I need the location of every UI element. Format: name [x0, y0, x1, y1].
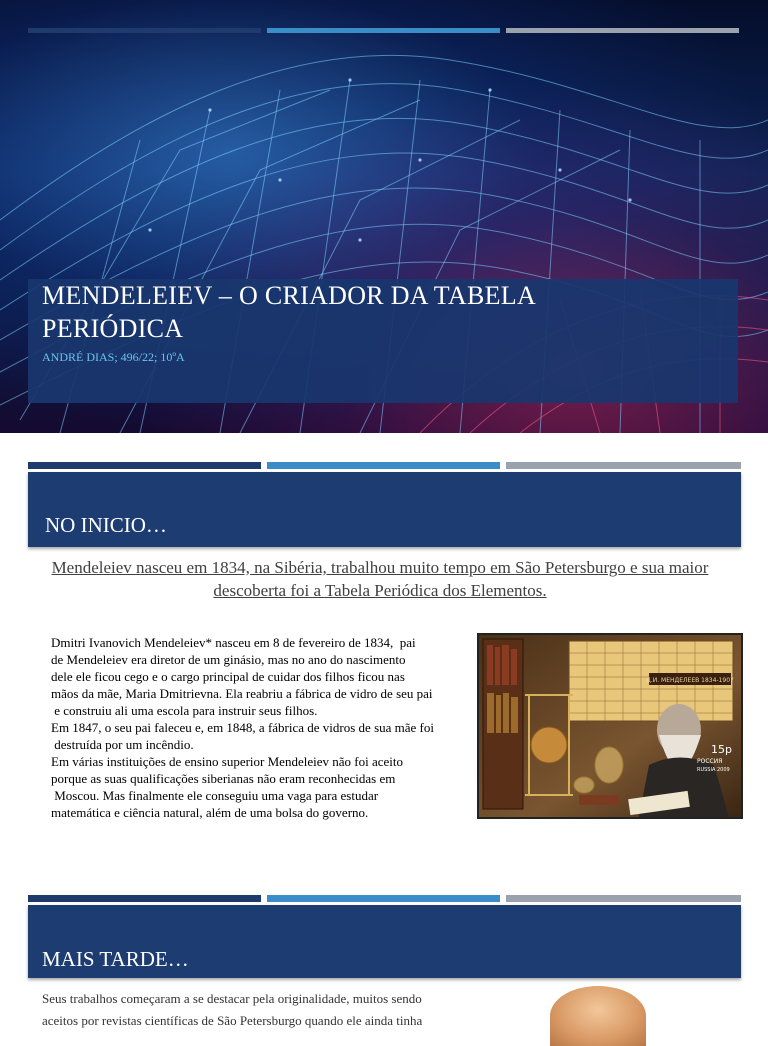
accent-bar-dark [28, 28, 261, 33]
slide3-heading: MAIS TARDE… [42, 947, 189, 971]
accent-bar-blue [267, 462, 500, 469]
stamp-country: РОССИЯ [697, 758, 723, 765]
slide2-body-text [51, 634, 481, 821]
slide3-accent-bars [28, 895, 741, 902]
slide2-lead-text: Mendeleiev nasceu em 1834, na Sibéria, trabalhou muito tempo em São Petersburgo e sua maior descoberta foi a Tabela Periódica dos Elementos. [51, 558, 709, 600]
accent-bar-gray [506, 28, 739, 33]
accent-bar-gray [506, 462, 741, 469]
title-slide [0, 0, 768, 433]
body-line: de Mendeleiev era diretor de um ginásio, mas no ano do nascimento [51, 652, 406, 667]
presentation-subtitle: ANDRÉ DIAS; 496/22; 10ºA [42, 350, 185, 364]
body-line: Dmitri Ivanovich Mendeleiev* nasceu em 8 de fevereiro de 1834, pai [51, 635, 416, 650]
mendeleev-stamp-image [477, 633, 743, 819]
body-line: matemática e ciência natural, além de uma bolsa do governo. [51, 805, 369, 820]
accent-bar-blue [267, 895, 500, 902]
presentation-title: MENDELEIEV – O CRIADOR DA TABELA PERIÓDICA [42, 281, 535, 343]
slide2-header [28, 472, 741, 547]
body-line: Seus trabalhos começaram a se destacar pela originalidade, muitos sendo [42, 991, 422, 1006]
accent-bar-blue [267, 28, 500, 33]
scientist-portrait-image [550, 986, 646, 1046]
body-line: Em 1847, o seu pai faleceu e, em 1848, a fábrica de vidros de sua mãe foi [51, 720, 434, 735]
stamp-value: 15р [711, 743, 732, 756]
accent-bar-dark [28, 462, 261, 469]
stamp-illustration [479, 635, 741, 817]
slide3-header [28, 905, 741, 978]
accent-bar-dark [28, 895, 261, 902]
slide2-accent-bars [28, 462, 741, 469]
body-line: e construiu ali uma escola para instruir seus filhos. [51, 703, 318, 718]
body-line: Moscou. Mas finalmente ele conseguiu uma vaga para estudar [51, 788, 379, 803]
body-line: mãos da mãe, Maria Dmitrievna. Ela reabriu a fábrica de vidro de seu pai [51, 686, 433, 701]
stamp-year: RUSSIA 2009 [697, 767, 730, 773]
body-line: aceitos por revistas científicas de São Petersburgo quando ele ainda tinha [42, 1013, 423, 1028]
body-line: destruída por um incêndio. [51, 737, 194, 752]
stamp-header-text: Д.И. МЕНДЕЛЕЕВ 1834-1907 [646, 677, 734, 684]
slide3-body-text [42, 988, 472, 1032]
accent-bars [28, 28, 739, 33]
accent-bar-gray [506, 895, 741, 902]
title-box [28, 279, 738, 403]
slide2-heading: NO INICIO… [45, 513, 167, 537]
body-line: porque as suas qualificações siberianas não eram reconhecidas em [51, 771, 396, 786]
body-line: Em várias instituições de ensino superior Mendeleiev não foi aceito [51, 754, 403, 769]
body-line: dele ele ficou cego e o cargo principal de cuidar dos filhos ficou nas [51, 669, 405, 684]
